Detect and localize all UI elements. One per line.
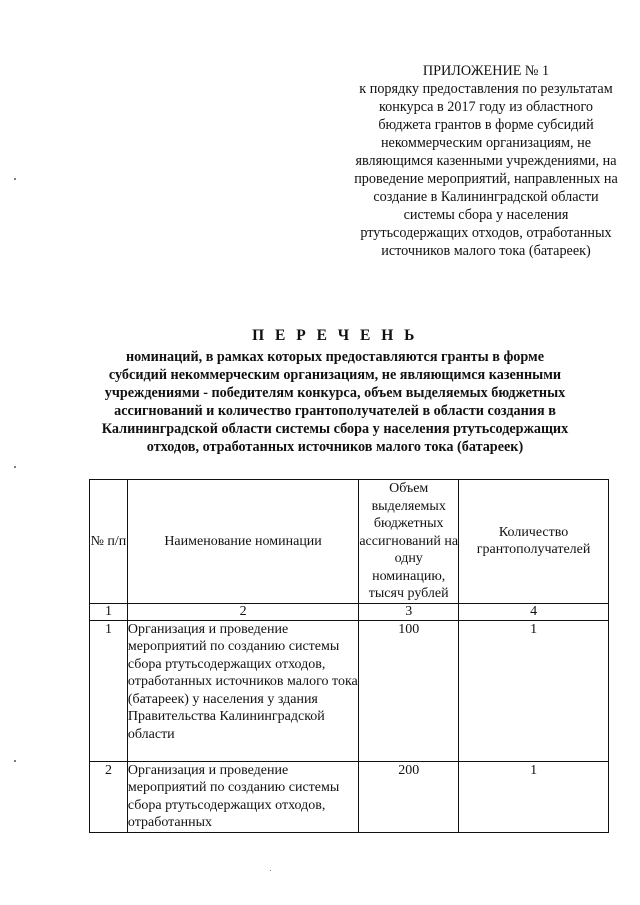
table-row: [90, 620, 609, 761]
column-number: 3: [359, 603, 459, 620]
table-header-row: [90, 480, 609, 604]
document-subtitle: номинаций, в рамках которых предоставляются гранты в форме субсидий некоммерческим организациям, не являющимся казенными учреждениями - победителям конкурса, объем выделяемых бюджетных ассигнований и количество грантополучателей в области создания в Калининградской области системы сбора у населения ртутьсодержащих отходов, отработанных источников малого тока (батареек): [101, 349, 569, 455]
row-name: Организация и проведение мероприятий по созданию системы сбора ртутьсодержащих отходов, отработанных: [127, 761, 358, 832]
scan-speck: [270, 870, 271, 871]
title-block: [98, 326, 572, 456]
column-number: 4: [459, 603, 609, 620]
header-count: Количество грантополучателей: [459, 480, 609, 604]
row-num: 1: [90, 620, 128, 761]
scan-speck: [14, 178, 16, 180]
column-number: 1: [90, 603, 128, 620]
nominations-table: [89, 479, 609, 833]
row-volume: 100: [359, 620, 459, 761]
table-row: [90, 761, 609, 832]
document-heading: П Е Р Е Ч Е Н Ь: [252, 327, 418, 344]
row-volume: 200: [359, 761, 459, 832]
header-volume: Объем выделяемых бюджетных ассигнований на одну номинацию, тысяч рублей: [359, 481, 459, 601]
scan-speck: [14, 466, 16, 468]
row-num: 2: [90, 761, 128, 832]
header-num: № п/п: [90, 480, 128, 604]
scan-speck: [14, 760, 16, 762]
appendix-title: ПРИЛОЖЕНИЕ № 1: [422, 63, 550, 79]
row-count: 1: [459, 620, 609, 761]
column-number: 2: [127, 603, 358, 620]
appendix-block: [352, 62, 620, 260]
header-name: Наименование номинации: [127, 480, 358, 604]
row-count: 1: [459, 761, 609, 832]
appendix-description: к порядку предоставления по результатам конкурса в 2017 году из областного бюджета грантов в форме субсидий некоммерческим организациям, не являющимся казенными учреждениями, на проведение мероприятий, направленных на создание в Калининградской области системы сбора у населения ртутьсодержащих отходов, отработанных источников малого тока (батареек): [354, 81, 618, 259]
column-number-row: [90, 603, 609, 620]
row-name: Организация и проведение мероприятий по созданию системы сбора ртутьсодержащих отходов, отработанных источников малого тока (батареек) у населения у здания Правительства Калининградской области: [127, 620, 358, 761]
